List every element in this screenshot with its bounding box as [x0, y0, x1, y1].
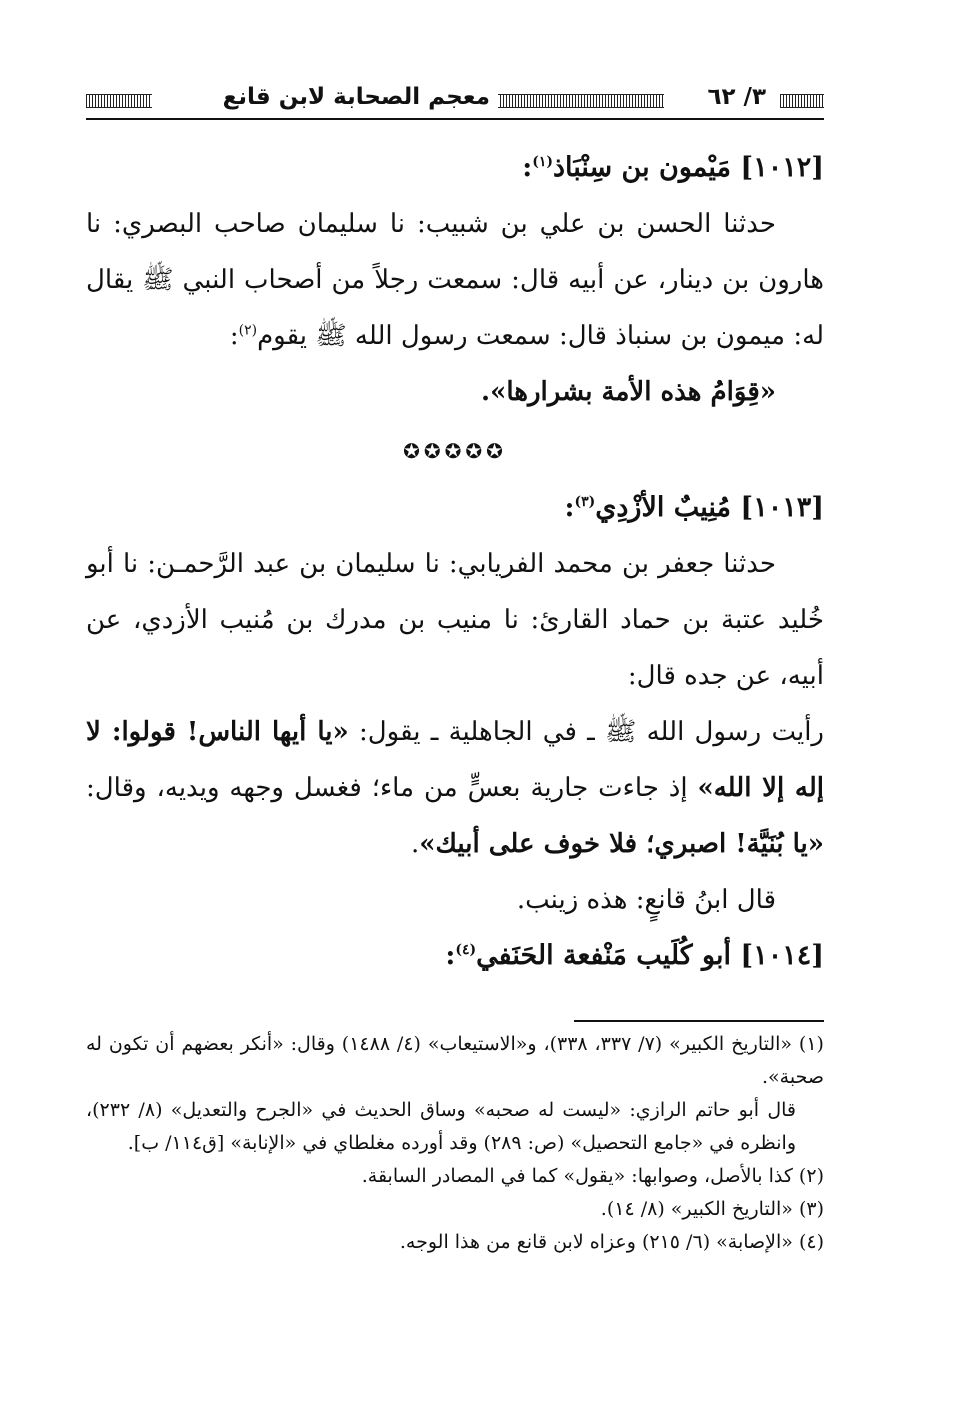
- main-text: [86, 140, 824, 984]
- footnote-1: (١) «التاريخ الكبير» (٧/ ٣٣٧، ٣٣٨)، و«الاستيعاب» (٤/ ١٤٨٨) وقال: «أنكر بعضهم أن تكون له صحبة».: [86, 1033, 824, 1088]
- entry-1013-hadith: رأيت رسول الله ﷺ ـ في الجاهلية ـ يقول: «يا أيها الناس! قولوا: لا إله إلا الله» إذ جاءت جارية بعسٍّ من ماء؛ فغسل وجهه ويديه، وقال: «يا بُنَيَّة! اصبري؛ فلا خوف على أبيك».: [86, 717, 824, 859]
- entry-heading-1014: [١٠١٤] أبو كُلَيب مَنْفعة الحَنَفي$^{(٤)}$:: [445, 940, 824, 971]
- entry-heading-1013: [١٠١٣] مُنِيبٌ الأزْدِي$^{(٣)}$:: [564, 492, 824, 523]
- entry-1013-isnad: حدثنا جعفر بن محمد الفريابي: نا سليمان بن عبد الرَّحمـن: نا أبو خُليد عتبة بن حماد القارئ: نا منيب بن مدرك بن مُنيب الأزدي، عن أبيه، عن جده قال:: [86, 549, 824, 691]
- footnote-3: (٣) «التاريخ الكبير» (٨/ ١٤).: [600, 1198, 824, 1220]
- running-header: [86, 80, 824, 116]
- footnote-ref-4: (٤): [455, 942, 477, 958]
- footnote-rule: [574, 1020, 824, 1022]
- footnotes: [86, 1028, 824, 1259]
- footnote-ref-1: (١): [532, 154, 553, 170]
- header-rule: [86, 118, 824, 120]
- entry-1012-hadith: «قِوَامُ هذه الأمة بشرارها».: [481, 377, 776, 407]
- section-separator: ✪✪✪✪✪: [403, 439, 507, 463]
- header-ornament-left: [86, 94, 152, 108]
- page-number: ٣/ ٦٢: [699, 84, 774, 110]
- book-title: معجم الصحابة لابن قانع: [215, 84, 498, 110]
- entry-1013-comment: قال ابنُ قانعٍ: هذه زينب.: [516, 885, 776, 915]
- entry-heading-1012: [١٠١٢] مَيْمون بن سِنْبَاذ$^{(١)}$:: [522, 152, 824, 183]
- header-ornament-right: [780, 94, 824, 108]
- footnote-ref-2: (٢): [238, 322, 258, 339]
- footnote-4: (٤) «الإصابة» (٦/ ٢١٥) وعزاه لابن قانع من هذا الوجه.: [399, 1231, 824, 1253]
- footnote-1-continued: قال أبو حاتم الرازي: «ليست له صحبه» وساق الحديث في «الجرح والتعديل» (٨/ ٢٣٢)، وانظره في «جامع التحصيل» (ص: ٢٨٩) وقد أورده مغلطاي في «الإنابة» [ق١١٤/ ب].: [86, 1099, 796, 1154]
- entry-1012-isnad: حدثنا الحسن بن علي بن شبيب: نا سليمان صاحب البصري: نا هارون بن دينار، عن أبيه قال: سمعت رجلاً من أصحاب النبي ﷺ يقال له: ميمون بن سنباذ قال: سمعت رسول الله ﷺ يقوم$^{(٢)}$:: [86, 209, 824, 351]
- footnote-ref-3: (٣): [574, 494, 596, 510]
- footnote-2: (٢) كذا بالأصل، وصوابها: «يقول» كما في المصادر السابقة.: [361, 1165, 824, 1187]
